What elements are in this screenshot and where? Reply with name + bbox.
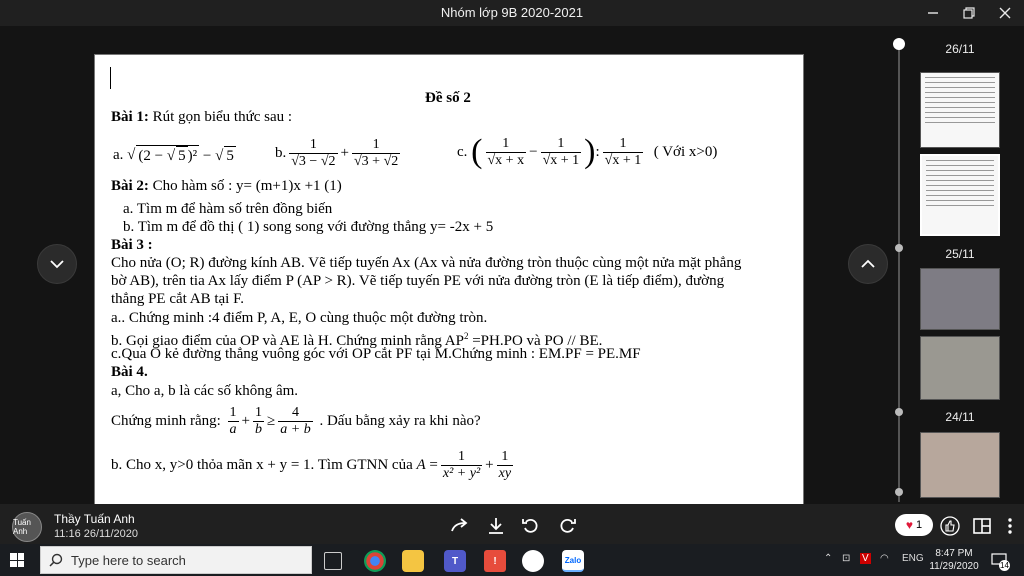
date-label: 24/11 xyxy=(945,410,975,424)
rotate-right-button[interactable] xyxy=(555,514,579,538)
bai4-a: a, Cho a, b là các số không âm. xyxy=(111,383,299,399)
download-button[interactable] xyxy=(484,514,508,538)
minimize-button[interactable] xyxy=(914,0,952,26)
text-cursor xyxy=(110,67,111,89)
bai3-line3: thẳng PE cắt AB tại F. xyxy=(111,291,244,307)
share-arrow-icon xyxy=(450,516,470,536)
share-button[interactable] xyxy=(448,514,472,538)
close-button[interactable] xyxy=(986,0,1024,26)
clock-date: 11/29/2020 xyxy=(929,561,979,572)
like-count: 1 xyxy=(916,519,923,531)
doc-heading: Đề số 2 xyxy=(425,90,471,106)
heart-icon: ♥ xyxy=(905,518,913,532)
bai2-line xyxy=(111,177,342,195)
bai1-line xyxy=(111,108,292,126)
chevron-down-icon xyxy=(48,255,66,273)
more-vertical-icon xyxy=(1000,516,1020,536)
bai3-title: Bài 3 : xyxy=(111,237,153,253)
zalo-icon[interactable]: Zalo xyxy=(562,550,584,572)
clock-time: 8:47 PM xyxy=(935,548,973,559)
file-explorer-icon[interactable] xyxy=(402,550,424,572)
restore-icon xyxy=(963,7,975,19)
chrome-icon[interactable] xyxy=(364,550,386,572)
windows-taskbar xyxy=(0,544,1024,576)
thumbnail[interactable] xyxy=(920,336,1000,400)
restore-button[interactable] xyxy=(950,0,988,26)
thumbnail[interactable] xyxy=(920,432,1000,498)
thumbnail[interactable] xyxy=(920,268,1000,330)
document-page xyxy=(94,54,804,527)
bai3-line2: bờ AB), trên tia Ax lấy điểm P (AP > R). Vẽ tiếp tuyến PE với nửa đường tròn (E là tiếp điểm), đường xyxy=(111,273,725,289)
bai4-b: b. Cho x, y>0 thỏa mãn x + y = 1. Tìm GTNN của A = $\frac{1}{\text{x² + y²}}$ + $\frac{1}{xy}$ xyxy=(111,448,512,481)
title-bar xyxy=(0,0,1024,26)
thumbs-up-icon xyxy=(940,516,960,536)
search-icon xyxy=(49,553,63,567)
timeline-dot[interactable] xyxy=(895,408,903,416)
rotate-left-button[interactable] xyxy=(519,514,543,538)
bai2-b: b. Tìm m để đồ thị ( 1) song song với đường thẳng y= -2x + 5 xyxy=(123,219,494,235)
reaction-badge[interactable] xyxy=(895,514,933,536)
author-name: Thầy Tuấn Anh xyxy=(54,512,135,526)
timeline-handle[interactable] xyxy=(893,38,905,50)
bai3-a: a.. Chứng minh :4 điểm P, A, E, O cùng thuộc một đường tròn. xyxy=(111,310,488,326)
split-view-icon xyxy=(972,516,992,536)
bai4-inequality: Chứng minh rằng: $\frac{1}{a}$ + $\frac{1}{b}$ ≥ $\frac{4}{a + b}$ . Dấu bằng xảy ra khi nào? xyxy=(111,404,481,437)
date-label: 26/11 xyxy=(945,42,975,56)
tray-chevron-icon[interactable]: ⌃ xyxy=(824,553,833,564)
post-info-bar xyxy=(0,504,1024,544)
bai3-c: c.Qua O kẻ đường thẳng vuông góc với OP cắt PF tại M.Chứng minh : EM.PF = PE.MF xyxy=(111,346,641,362)
timeline-dot[interactable] xyxy=(895,488,903,496)
notification-count: 14 xyxy=(1000,561,1009,570)
language-indicator[interactable]: ENG xyxy=(902,553,924,564)
bai3-line1: Cho nửa (O; R) đường kính AB. Vẽ tiếp tuyến Ax (Ax và nửa đường tròn thuộc cùng một nửa mặt phẳng xyxy=(111,255,742,271)
thumbnail-selected[interactable] xyxy=(920,154,1000,236)
tray-app-icon[interactable]: ⊡ xyxy=(842,553,851,564)
rotate-left-icon xyxy=(521,516,541,536)
minimize-icon xyxy=(927,7,939,19)
taskbar-search[interactable] xyxy=(40,546,312,574)
post-time: 11:16 26/11/2020 xyxy=(54,528,139,540)
bai2-a: a. Tìm m để hàm số trên đồng biến xyxy=(123,201,333,217)
wifi-icon[interactable]: ◠ xyxy=(880,553,889,564)
windows-start-icon[interactable] xyxy=(10,553,24,567)
search-placeholder: Type here to search xyxy=(71,552,186,568)
app-icon[interactable]: ! xyxy=(484,550,506,572)
bai4-title: Bài 4. xyxy=(111,364,148,380)
window-title: Nhóm lớp 9B 2020-2021 xyxy=(440,5,584,20)
bai3-b: b. Gọi giao điểm của OP và AE là H. Chứng minh rằng $AP^2 =PH.PO$ và PO // BE. xyxy=(111,331,603,349)
rotate-right-icon xyxy=(557,516,577,536)
antivirus-icon[interactable]: V xyxy=(862,553,869,564)
bai1-a-expr: a. √ (2 − √ 5 )² − √ 5 xyxy=(113,147,234,164)
bai2-title: Bài 2: xyxy=(111,178,149,194)
bai1-b-expr: b. $\frac{1}{√3 - √2}$ + $\frac{1}{√3 + √2}$ xyxy=(275,136,399,169)
bai1-title: Bài 1: xyxy=(111,109,149,125)
chevron-up-icon xyxy=(859,255,877,273)
date-label: 25/11 xyxy=(945,247,975,261)
close-icon xyxy=(999,7,1011,19)
previous-image-button[interactable] xyxy=(37,244,77,284)
pinwheel-app-icon[interactable] xyxy=(522,550,544,572)
teams-icon[interactable]: T xyxy=(444,550,466,572)
bai2-text: Cho hàm số : y= (m+1)x +1 (1) xyxy=(148,178,342,194)
task-view-icon[interactable] xyxy=(324,552,342,570)
download-icon xyxy=(486,516,506,536)
bai1-c-expr: c. ( $\frac{1}{√x + x}$ − $\frac{1}{√x + 1}$ ) : $\frac{1}{√x + 1}$ ( Với x>0) xyxy=(457,133,718,170)
timeline-dot[interactable] xyxy=(895,244,903,252)
like-button[interactable] xyxy=(938,514,962,538)
taskbar-clock[interactable] xyxy=(924,547,984,573)
more-options-button[interactable] xyxy=(998,514,1022,538)
bai1-text: Rút gọn biểu thức sau : xyxy=(148,109,293,125)
image-viewer xyxy=(0,26,1024,504)
notification-center-button[interactable] xyxy=(988,550,1010,570)
next-image-button[interactable] xyxy=(848,244,888,284)
avatar[interactable]: Tuấn Anh xyxy=(12,512,42,542)
layout-toggle-button[interactable] xyxy=(970,514,994,538)
thumbnail[interactable] xyxy=(920,72,1000,148)
timeline-track[interactable] xyxy=(898,44,900,502)
